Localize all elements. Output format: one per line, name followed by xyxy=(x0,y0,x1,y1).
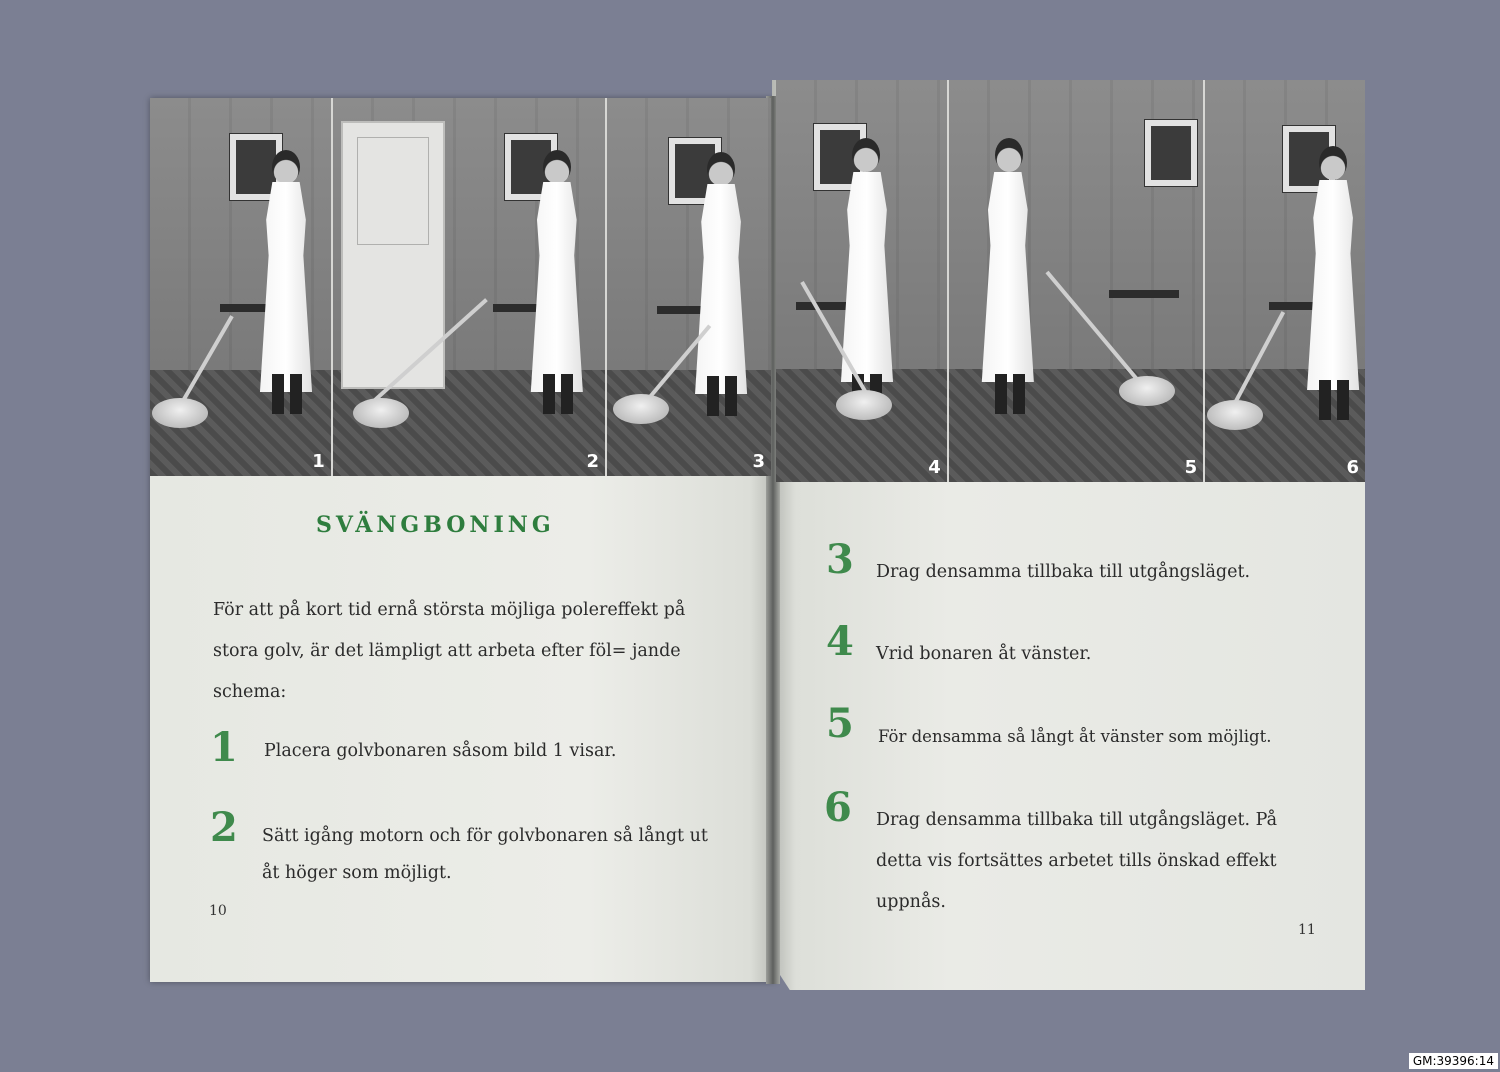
catalog-id-label: GM:39396:14 xyxy=(1409,1053,1498,1069)
photo-panel-3 xyxy=(607,98,771,476)
photo-panel-2 xyxy=(333,98,607,476)
step-6-text: Drag densamma tillbaka till utgångsläget. På detta vis fortsättes arbetet tills önskad effekt uppnås. xyxy=(876,810,1278,912)
photo-panel-5 xyxy=(949,80,1205,482)
photo-panel-6 xyxy=(1205,80,1365,482)
step-2-number: 2 xyxy=(210,804,238,851)
step-5-number: 5 xyxy=(826,700,854,747)
step-6-number: 6 xyxy=(824,784,852,831)
photo-label-6: 6 xyxy=(1346,457,1359,478)
step-4-number: 4 xyxy=(826,618,854,665)
step-1-text: Placera golvbonaren såsom bild 1 visar. xyxy=(264,741,617,761)
step-2-text: Sätt igång motorn och för golvbonaren så långt ut åt höger som möjligt. xyxy=(262,826,708,883)
step-3-text: Drag densamma tillbaka till utgångsläget. xyxy=(876,562,1251,582)
page-number-right: 11 xyxy=(1298,922,1316,938)
step-3-number: 3 xyxy=(826,536,854,583)
page-title: SVÄNGBONING xyxy=(316,512,555,538)
photo-label-3: 3 xyxy=(752,451,765,472)
photo-panel-4 xyxy=(776,80,949,482)
page-number-left: 10 xyxy=(209,903,227,919)
step-4-text: Vrid bonaren åt vänster. xyxy=(876,644,1092,664)
photo-label-2: 2 xyxy=(586,451,600,472)
photo-label-4: 4 xyxy=(928,457,941,478)
step-5-text: För densamma så långt åt vänster som möjligt. xyxy=(878,727,1272,746)
photo-label-1: 1 xyxy=(312,451,325,472)
photo-panel-1 xyxy=(150,98,333,476)
right-photo-strip xyxy=(776,80,1365,482)
photo-label-5: 5 xyxy=(1184,457,1198,478)
step-1-number: 1 xyxy=(210,724,238,771)
left-photo-strip xyxy=(150,98,771,476)
intro-paragraph: För att på kort tid ernå största möjliga polereffekt på stora golv, är det lämpligt att arbeta efter föl= jande schema: xyxy=(213,600,686,702)
